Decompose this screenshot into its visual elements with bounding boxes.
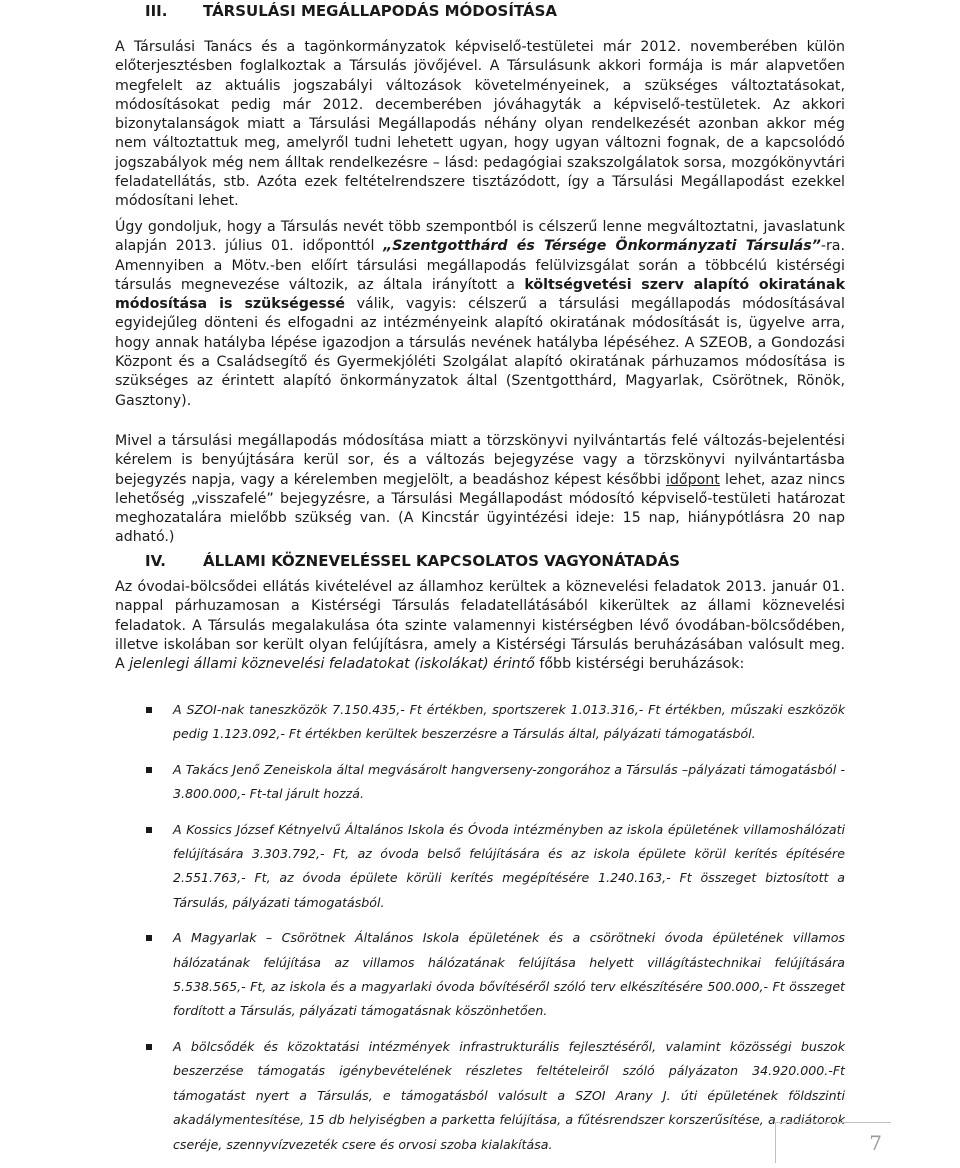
section-title: TÁRSULÁSI MEGÁLLAPODÁS MÓDOSÍTÁSA [203,2,557,20]
paragraph-text: -ra. Amennyiben a Mötv.-ben előírt társulási megállapodás felülvizsgálat során a többcélú kistérségi társulás megnevezése változik, az általa irányított a [115,238,845,293]
list-item [115,926,845,1024]
paragraph-text: Mivel a társulási megállapodás módosítása miatt a törzskönyvi nyilvántartás felé változás-bejelentési kérelem is benyújtására kerül sor, és a változás bejegyzése vagy a törzskönyvi nyilvántartásba bejegyzés napja, vagy a kérelemben megjelölt, a beadáshoz képest későbbi [115,433,845,488]
section-heading-iii [115,2,557,20]
list-item [115,758,845,807]
square-bullet-icon [146,1044,152,1050]
paragraph-3 [115,432,845,548]
investment-list [115,698,845,1168]
list-item-text: A SZOI-nak taneszközök 7.150.435,- Ft értékben, sportszerek 1.013.316,- Ft értékben, műszaki eszközök pedig 1.123.092,- Ft értékben kerültek beszerzésre a Társulás által, pályázati támogatásból. [173,702,845,742]
square-bullet-icon [146,707,152,713]
paragraph-text: főbb kistérségi beruházások: [534,656,745,673]
paragraph-text: Az óvodai-bölcsődei ellátás kivételével az államhoz kerültek a köznevelési feladatok 2013. január 01. nappal párhuzamosan a Kistérségi Társulás feladatellátásából kikerültek az állami köznevelési feladatok. A Társulás megalakulása óta szinte valamennyi kistérségben lévő óvodában-bölcsődében, illetve iskolában sor került olyan felújításra, amely a Kistérségi Társulás beruházásában valósult meg. A [115,579,845,673]
paragraph-4 [115,578,845,674]
paragraph-1 [115,38,845,212]
paragraph-text: A Társulási Tanács és a tagönkormányzatok képviselő-testületei már 2012. novemberében külön előterjesztésben foglalkoztak a Társulás jövőjével. A Társulásunk akkori formája is már alapvetően megfelelt az aktuális jogszabályi változások követelményeinek, a szükséges változtatásokat, módosításokat pedig már 2012. decemberében jóváhagyták a képviselő-testületek. Az akkori bizonytalanságok miatt a Társulási Megállapodás néhány olyan rendelkezését azonban akkor még nem változtattuk meg, amelyről tudni lehetett ugyan, hogy ugyan változni fognak, de a kapcsolódó jogszabályok még nem álltak rendelkezésre – lásd: pedagógiai szakszolgálatok sorsa, mozgókönyvtári feladatellátás, stb. Azóta ezek feltételrendszere tisztázódott, így a Társulási Megállapodást ezekkel módosítani lehet. [115,39,845,210]
list-item-text: A Magyarlak – Csörötnek Általános Iskola épületének és a csörötneki óvoda épületének villamos hálózatának felújítása az villamos hálózatának felújítása helyett villágítástechnikai felújítására 5.538.565,- Ft, az iskola és a magyarlaki óvoda bővítéséről szóló terv elkészítésére 500.000,- Ft összeget fordított a Társulás, pályázati támogatásnak köszönhetően. [173,930,845,1019]
paragraph-text: Úgy gondoljuk, hogy a Társulás nevét több szempontból is célszerű lenne megváltoztatni, javaslatunk alapján 2013. július 01. időponttól [115,219,845,255]
list-item-text: A Takács Jenő Zeneiskola által megvásárolt hangverseny-zongorához a Társulás –pályázati támogatásból - 3.800.000,- Ft-tal járult hozzá. [173,761,845,802]
square-bullet-icon [146,767,152,773]
list-item [115,698,845,747]
page-number: 7 [869,1131,882,1155]
section-title: ÁLLAMI KÖZNEVELÉSSEL KAPCSOLATOS VAGYONÁTADÁS [203,552,680,570]
paragraph-text: lehet, azaz nincs lehetőség „visszafelé” bejegyzésre, a Társulási Megállapodást módosító képviselő-testületi határozat meghozatalára mielőbb szükség van. (A Kincstár ügyintézési ideje: 15 nap, hiánypótlásra 20 nap adható.) [115,471,845,546]
section-number: IV. [145,552,166,570]
underlined-word: időpont [665,471,720,488]
bold-emphasis: költségvetési szerv alapító okiratának módosítása is szükségessé [115,276,845,313]
square-bullet-icon [146,935,152,941]
square-bullet-icon [146,827,152,833]
section-heading-iv [115,552,680,570]
association-name: „Szentgotthárd és Térsége Önkormányzati Társulás” [383,238,821,255]
list-item [115,1035,845,1157]
paragraph-text: válik, vagyis: célszerű a társulási megállapodás módosításával egyidejűleg dönteni és elfogadni az intézményeink alapító okiratának módosítását is, ügyelve arra, hogy annak hatályba lépése igazodjon a társulás nevének hatályba lépéséhez. A SZEOB, a Gondozási Központ és a Családsegítő és Gyermekjóléti Szolgálat alapító okiratának párhuzamos módosítása is szükséges az érintett alapító önkormányzatok által (Szentgotthárd, Magyarlak, Csörötnek, Rönök, Gasztony). [115,296,845,409]
paragraph-2 [115,218,845,411]
list-item-text: A bölcsődék és közoktatási intézmények infrastrukturális fejlesztéséről, valamint közösségi buszok beszerzése támogatás igénybevételének részletes feltételeiről szóló pályázaton 34.920.000.-Ft támogatást nyert a Társulás, e támogatásból valósult a SZOI Arany J. úti épületének földszinti akadálymentesítése, 15 db helyiségben a parketta felújítása, a fűtésrendszer korszerűsítése, a radiátorok cseréje, szennyvízvezeték csere és orvosi szoba kialakítása. [173,1038,845,1152]
italic-emphasis: jelenlegi állami köznevelési feladatokat (iskolákat) érintő [129,656,535,673]
list-item [115,818,845,916]
section-number: III. [145,2,168,20]
list-item-text: A Kossics József Kétnyelvű Általános Iskola és Óvoda intézményben az iskola épületének villamoshálózati felújítására 3.303.792,- Ft, az óvoda belső felújítására és az iskola épülete körül kerítés építésére 2.551.763,- Ft, az óvoda épülete körüli kerítés megépítésére 1.240.163,- Ft összeget biztosított a Társulás, pályázati támogatásból. [173,821,845,910]
